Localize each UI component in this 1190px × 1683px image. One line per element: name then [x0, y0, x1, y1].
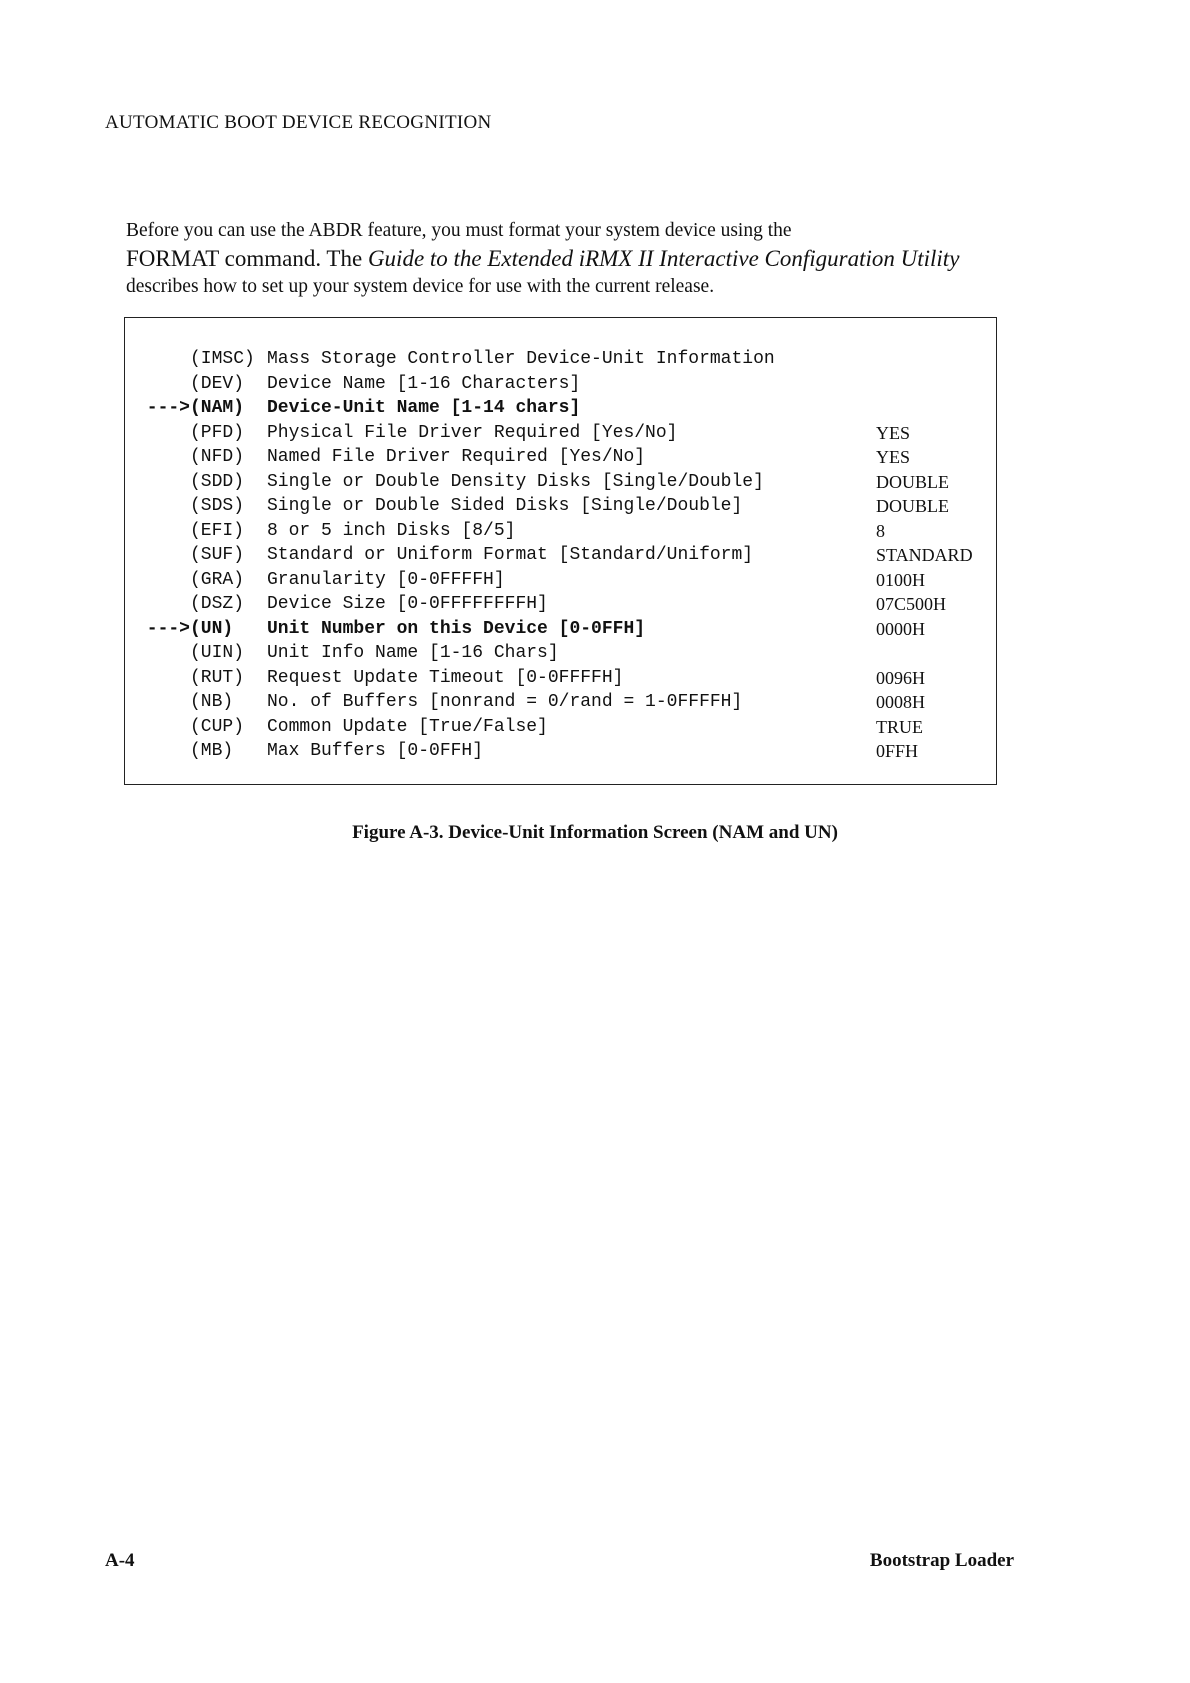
- field-value: 0096H: [876, 667, 925, 688]
- intro-line-3: describes how to set up your system device for use with the current release.: [126, 276, 715, 297]
- field-code: (NFD): [190, 447, 245, 467]
- field-description: Unit Number on this Device [0-0FFH]: [267, 618, 646, 639]
- field-code: (DEV): [190, 373, 245, 394]
- screen-row: [134, 423, 996, 448]
- field-value: YES: [876, 422, 911, 443]
- field-description: Single or Double Sided Disks [Single/Double]: [267, 496, 743, 516]
- figure-caption: Figure A-3. Device-Unit Information Screen (NAM and UN): [352, 822, 838, 843]
- screen-row: [134, 643, 996, 668]
- field-description: Request Update Timeout [0-0FFFFH]: [267, 667, 624, 688]
- field-code: (NB): [190, 692, 234, 712]
- field-value: 07C500H: [876, 594, 947, 614]
- screen-row: [134, 496, 996, 521]
- field-code: (SDD): [190, 471, 245, 492]
- guide-title: Guide to the Extended iRMX II Interactive Configuration Utility: [367, 246, 960, 271]
- page-number: A-4: [105, 1550, 135, 1571]
- field-value: YES: [876, 447, 911, 467]
- field-description: Common Update [True/False]: [267, 716, 548, 737]
- field-value: 0008H: [876, 692, 925, 712]
- field-value: 0FFH: [876, 741, 919, 761]
- screen-row: [134, 398, 996, 423]
- selection-arrow: --->: [146, 398, 190, 418]
- screen-row: [134, 447, 996, 472]
- field-description: Mass Storage Controller Device-Unit Information: [267, 349, 775, 369]
- field-description: Named File Driver Required [Yes/No]: [267, 447, 646, 467]
- field-code: (RUT): [190, 667, 245, 688]
- field-code: (SUF): [190, 545, 245, 565]
- intro-paragraph: [126, 217, 1006, 301]
- screen-row: [134, 741, 996, 766]
- field-value: DOUBLE: [876, 496, 949, 516]
- screen-row: [134, 472, 996, 497]
- field-value: DOUBLE: [876, 471, 949, 492]
- field-code: (UIN): [190, 643, 245, 663]
- field-description: Standard or Uniform Format [Standard/Uniform]: [267, 545, 754, 565]
- screen-row: [134, 521, 996, 546]
- field-description: Max Buffers [0-0FFH]: [267, 741, 484, 761]
- field-code: (DSZ): [190, 594, 245, 614]
- screen-row: [134, 349, 996, 374]
- field-value: STANDARD: [876, 545, 973, 565]
- field-description: Device Name [1-16 Characters]: [267, 373, 581, 394]
- field-description: No. of Buffers [nonrand = 0/rand = 1-0FFFFH]: [267, 692, 743, 712]
- field-code: (IMSC): [190, 349, 255, 369]
- field-code: (EFI): [190, 520, 245, 541]
- field-code: (NAM): [190, 398, 245, 418]
- intro-line-1: Before you can use the ABDR feature, you must format your system device using the: [126, 220, 792, 241]
- field-description: Single or Double Density Disks [Single/Double]: [267, 471, 764, 492]
- device-unit-screen: [124, 317, 997, 785]
- screen-row: [134, 668, 996, 693]
- screen-row: [134, 594, 996, 619]
- section-heading: AUTOMATIC BOOT DEVICE RECOGNITION: [105, 112, 492, 133]
- screen-row: [134, 374, 996, 399]
- chapter-title: Bootstrap Loader: [869, 1550, 1014, 1571]
- field-code: (UN): [190, 618, 234, 639]
- field-code: (MB): [190, 741, 234, 761]
- field-description: Physical File Driver Required [Yes/No]: [267, 422, 678, 443]
- screen-rows: [134, 349, 996, 766]
- field-value: 0100H: [876, 569, 925, 590]
- field-code: (PFD): [190, 422, 245, 443]
- screen-row: [134, 545, 996, 570]
- screen-row: [134, 619, 996, 644]
- field-value: TRUE: [876, 716, 923, 737]
- field-description: Unit Info Name [1-16 Chars]: [267, 643, 559, 663]
- field-code: (SDS): [190, 496, 245, 516]
- screen-row: [134, 717, 996, 742]
- field-description: 8 or 5 inch Disks [8/5]: [267, 520, 516, 541]
- field-code: (CUP): [190, 716, 245, 737]
- field-value: 8: [876, 520, 885, 541]
- field-description: Device-Unit Name [1-14 chars]: [267, 398, 581, 418]
- field-value: 0000H: [876, 618, 925, 639]
- selection-arrow: --->: [146, 618, 190, 639]
- field-code: (GRA): [190, 569, 245, 590]
- field-description: Granularity [0-0FFFFH]: [267, 569, 505, 590]
- screen-row: [134, 692, 996, 717]
- intro-line-2-text: FORMAT command. The: [126, 246, 368, 271]
- screen-row: [134, 570, 996, 595]
- field-description: Device Size [0-0FFFFFFFFH]: [267, 594, 548, 614]
- intro-line-2: [126, 245, 1006, 273]
